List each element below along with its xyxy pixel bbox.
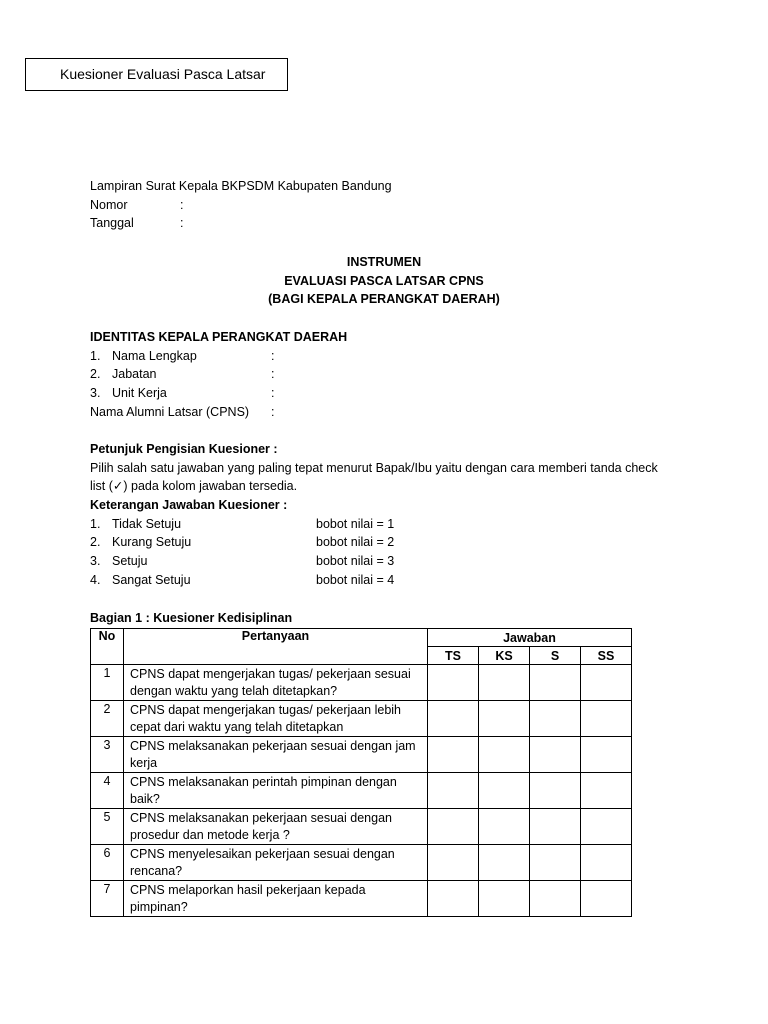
legend-item — [90, 571, 658, 590]
field-label: Tanggal — [90, 216, 134, 231]
item-number: 1. — [90, 348, 101, 363]
attachment-line: Lampiran Surat Kepala BKPSDM Kabupaten Bandung — [90, 179, 392, 193]
item-label: Kurang Setuju — [112, 535, 192, 550]
legend-title: Keterangan Jawaban Kuesioner : — [90, 498, 288, 513]
question-line: CPNS melaksanakan pekerjaan sesuai dengan jam — [130, 739, 416, 753]
row-number: 1 — [91, 665, 124, 701]
heading-line-2: EVALUASI PASCA LATSAR CPNS — [284, 273, 484, 288]
item-label: Sangat Setuju — [112, 572, 191, 587]
row-question — [124, 665, 428, 701]
item-number: 2. — [90, 535, 101, 550]
question-line: baik? — [130, 792, 160, 806]
answer-cell-ss[interactable] — [581, 881, 632, 917]
question-line: CPNS menyelesaikan pekerjaan sesuai dengan — [130, 847, 395, 861]
legend-item — [90, 533, 658, 552]
item-label: Nama Alumni Latsar (CPNS) — [90, 404, 250, 419]
field-colon: : — [271, 367, 275, 382]
field-colon: : — [271, 404, 275, 419]
identity-item — [90, 384, 347, 403]
question-line: CPNS melaksanakan perintah pimpinan dengan — [130, 775, 397, 789]
answer-cell-s[interactable] — [530, 773, 581, 809]
answer-cell-ks[interactable] — [479, 845, 530, 881]
header-ss: SS — [581, 647, 632, 665]
question-line: prosedur dan metode kerja ? — [130, 828, 290, 842]
answer-cell-ss[interactable] — [581, 665, 632, 701]
question-line: cepat dari waktu yang telah ditetapkan — [130, 720, 344, 734]
answer-cell-ss[interactable] — [581, 773, 632, 809]
table-row — [91, 845, 632, 881]
answer-cell-ss[interactable] — [581, 701, 632, 737]
row-question — [124, 701, 428, 737]
document-title: Kuesioner Evaluasi Pasca Latsar — [60, 66, 266, 82]
row-question — [124, 809, 428, 845]
weight-value: bobot nilai = 2 — [316, 535, 395, 550]
item-label: Jabatan — [112, 367, 157, 382]
answer-cell-ks[interactable] — [479, 701, 530, 737]
instructions-line-1: Pilih salah satu jawaban yang paling tepat menurut Bapak/Ibu yaitu dengan cara memberi tanda check — [90, 460, 658, 475]
instructions-line-2: list (✓) pada kolom jawaban tersedia. — [90, 479, 298, 494]
item-label: Nama Lengkap — [112, 348, 197, 363]
answer-cell-ts[interactable] — [428, 773, 479, 809]
header-s: S — [530, 647, 581, 665]
table-row — [91, 737, 632, 773]
row-number: 7 — [91, 881, 124, 917]
item-number: 3. — [90, 554, 101, 569]
row-question — [124, 845, 428, 881]
letter-field-nomor — [90, 196, 392, 215]
table-row — [91, 809, 632, 845]
field-label: Nomor — [90, 197, 128, 212]
header-question: Pertanyaan — [124, 629, 428, 665]
item-number: 2. — [90, 367, 101, 382]
identity-item — [90, 347, 347, 366]
row-number: 6 — [91, 845, 124, 881]
answer-cell-ks[interactable] — [479, 665, 530, 701]
table-row — [91, 665, 632, 701]
item-number: 1. — [90, 516, 101, 531]
weight-value: bobot nilai = 3 — [316, 554, 395, 569]
table-header-row — [91, 629, 632, 647]
field-colon: : — [271, 348, 275, 363]
legend-item — [90, 515, 658, 534]
answer-cell-s[interactable] — [530, 881, 581, 917]
row-question — [124, 737, 428, 773]
alumni-field — [90, 403, 347, 422]
header-answer: Jawaban — [428, 629, 632, 647]
answer-cell-s[interactable] — [530, 809, 581, 845]
question-line: kerja — [130, 756, 158, 770]
instructions-title: Petunjuk Pengisian Kuesioner : — [90, 442, 278, 456]
question-line: CPNS dapat mengerjakan tugas/ pekerjaan lebih — [130, 703, 402, 717]
letter-field-tanggal — [90, 214, 392, 233]
question-line: CPNS melaporkan hasil pekerjaan kepada — [130, 883, 366, 897]
letter-reference — [90, 177, 392, 233]
document-title-box — [25, 58, 288, 91]
legend-item — [90, 552, 658, 571]
row-question — [124, 881, 428, 917]
identity-item — [90, 365, 347, 384]
weight-value: bobot nilai = 1 — [316, 516, 395, 531]
field-colon: : — [271, 386, 275, 401]
section1-title: Bagian 1 : Kuesioner Kedisiplinan — [90, 611, 293, 625]
header-ts: TS — [428, 647, 479, 665]
heading-line-3: (BAGI KEPALA PERANGKAT DAERAH) — [268, 292, 500, 307]
table-row — [91, 881, 632, 917]
item-number: 3. — [90, 386, 101, 401]
answer-cell-ss[interactable] — [581, 737, 632, 773]
answer-cell-s[interactable] — [530, 845, 581, 881]
question-line: CPNS dapat mengerjakan tugas/ pekerjaan sesuai — [130, 667, 411, 681]
answer-cell-ts[interactable] — [428, 881, 479, 917]
question-line: CPNS melaksanakan pekerjaan sesuai dengan — [130, 811, 392, 825]
row-number: 5 — [91, 809, 124, 845]
answer-cell-ts[interactable] — [428, 737, 479, 773]
question-line: rencana? — [130, 864, 183, 878]
identity-title: IDENTITAS KEPALA PERANGKAT DAERAH — [90, 330, 348, 344]
weight-value: bobot nilai = 4 — [316, 572, 395, 587]
answer-cell-ss[interactable] — [581, 845, 632, 881]
item-label: Setuju — [112, 554, 148, 569]
field-colon: : — [180, 197, 184, 212]
answer-cell-ts[interactable] — [428, 809, 479, 845]
answer-cell-ks[interactable] — [479, 737, 530, 773]
question-line: dengan waktu yang telah ditetapkan? — [130, 684, 338, 698]
answer-cell-ss[interactable] — [581, 809, 632, 845]
field-colon: : — [180, 216, 184, 231]
answer-cell-ts[interactable] — [428, 845, 479, 881]
row-number: 3 — [91, 737, 124, 773]
row-question — [124, 773, 428, 809]
instrument-heading — [90, 253, 678, 309]
section1-heading — [90, 609, 292, 628]
identity-section — [90, 328, 347, 421]
item-label: Tidak Setuju — [112, 516, 182, 531]
answer-cell-ks[interactable] — [479, 881, 530, 917]
answer-cell-s[interactable] — [530, 737, 581, 773]
answer-cell-ks[interactable] — [479, 773, 530, 809]
header-no: No — [91, 629, 124, 665]
item-number: 4. — [90, 572, 101, 587]
table-row — [91, 773, 632, 809]
heading-line-1: INSTRUMEN — [346, 255, 422, 269]
answer-cell-s[interactable] — [530, 665, 581, 701]
answer-cell-ts[interactable] — [428, 701, 479, 737]
answer-cell-ks[interactable] — [479, 809, 530, 845]
discipline-questionnaire-table — [90, 628, 632, 917]
answer-cell-s[interactable] — [530, 701, 581, 737]
header-ks: KS — [479, 647, 530, 665]
row-number: 2 — [91, 701, 124, 737]
answer-cell-ts[interactable] — [428, 665, 479, 701]
question-line: pimpinan? — [130, 900, 188, 914]
item-label: Unit Kerja — [112, 386, 167, 401]
row-number: 4 — [91, 773, 124, 809]
table-row — [91, 701, 632, 737]
instructions-section — [90, 440, 658, 590]
